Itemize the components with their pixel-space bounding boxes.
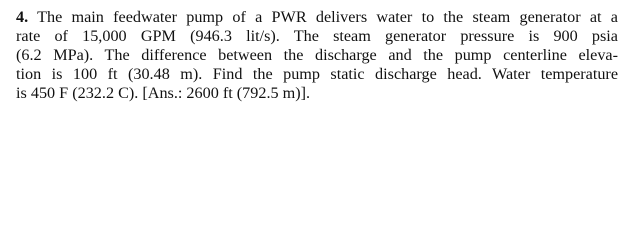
problem-line-3: (6.2 MPa). The difference between the discharge and the pump centerline eleva- xyxy=(16,46,618,64)
problem-line-5: is 450 F (232.2 C). [Ans.: 2600 ft (792.5 m)]. xyxy=(16,84,311,102)
problem-line-2: rate of 15,000 GPM (946.3 lit/s). The steam generator pressure is 900 psia xyxy=(16,27,618,45)
problem-number: 4. xyxy=(16,8,29,26)
problem-line-4: tion is 100 ft (30.48 m). Find the pump static discharge head. Water temperature xyxy=(16,65,618,83)
problem-line-1 xyxy=(16,8,618,27)
problem-text-line-1: The main feedwater pump of a PWR delivers water to the steam generator at a xyxy=(37,8,618,26)
problem-statement xyxy=(16,8,618,103)
